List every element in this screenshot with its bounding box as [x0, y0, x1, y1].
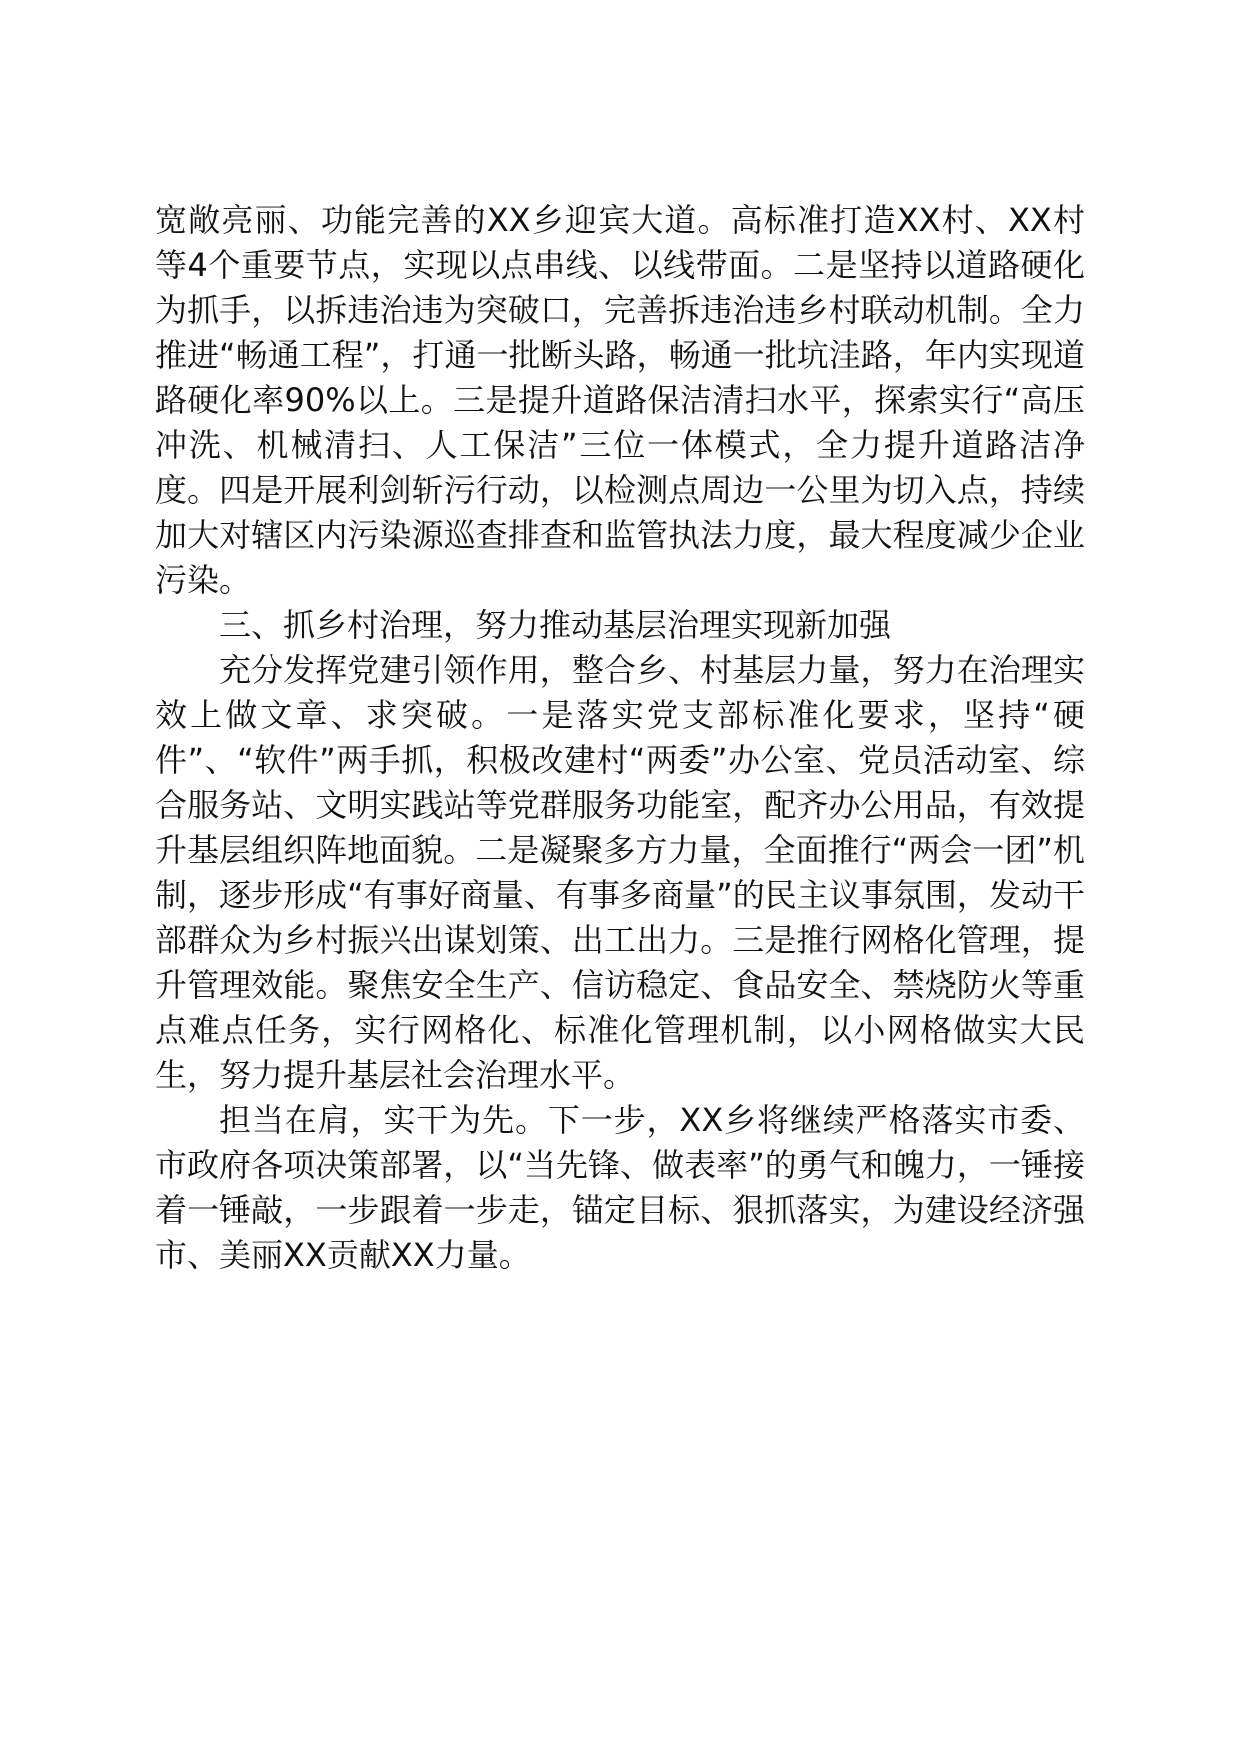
section-heading-rural-governance: 三、抓乡村治理，努力推动基层治理实现新加强 — [219, 606, 892, 644]
paragraph-road-improvement: 宽敞亮丽、功能完善的XX乡迎宾大道。高标准打造XX村、XX村等4个重要节点，实现以点串线、以线带面。二是坚持以道路硬化为抓手，以拆违治违为突破口，完善拆违治违乡村联动机制。全力推进“畅通工程”，打通一批断头路，畅通一批坑洼路，年内实现道路硬化率90%以上。三是提升道路保洁清扫水平，探索实行“高压冲洗、机械清扫、人工保洁”三位一体模式，全力提升道路洁净度。四是开展利剑斩污行动，以检测点周边一公里为切入点，持续加大对辖区内污染源巡查排查和监管执法力度，最大程度减少企业污染。 — [155, 201, 1085, 599]
paragraph-conclusion: 担当在肩，实干为先。下一步，XX乡将继续严格落实市委、市政府各项决策部署，以“当先锋、做表率”的勇气和魄力，一锤接着一锤敲，一步跟着一步走，锚定目标、狠抓落实，为建设经济强市、美丽XX贡献XX力量。 — [155, 1101, 1085, 1274]
document-body — [155, 198, 1085, 1278]
paragraph-grassroots-governance: 充分发挥党建引领作用，整合乡、村基层力量，努力在治理实效上做文章、求突破。一是落实党支部标准化要求，坚持“硬件”、“软件”两手抓，积极改建村“两委”办公室、党员活动室、综合服务站、文明实践站等党群服务功能室，配齐办公用品，有效提升基层组织阵地面貌。二是凝聚多方力量，全面推行“两会一团”机制，逐步形成“有事好商量、有事多商量”的民主议事氛围，发动干部群众为乡村振兴出谋划策、出工出力。三是推行网格化管理，提升管理效能。聚焦安全生产、信访稳定、食品安全、禁烧防火等重点难点任务，实行网格化、标准化管理机制，以小网格做实大民生，努力提升基层社会治理水平。 — [155, 651, 1085, 1094]
